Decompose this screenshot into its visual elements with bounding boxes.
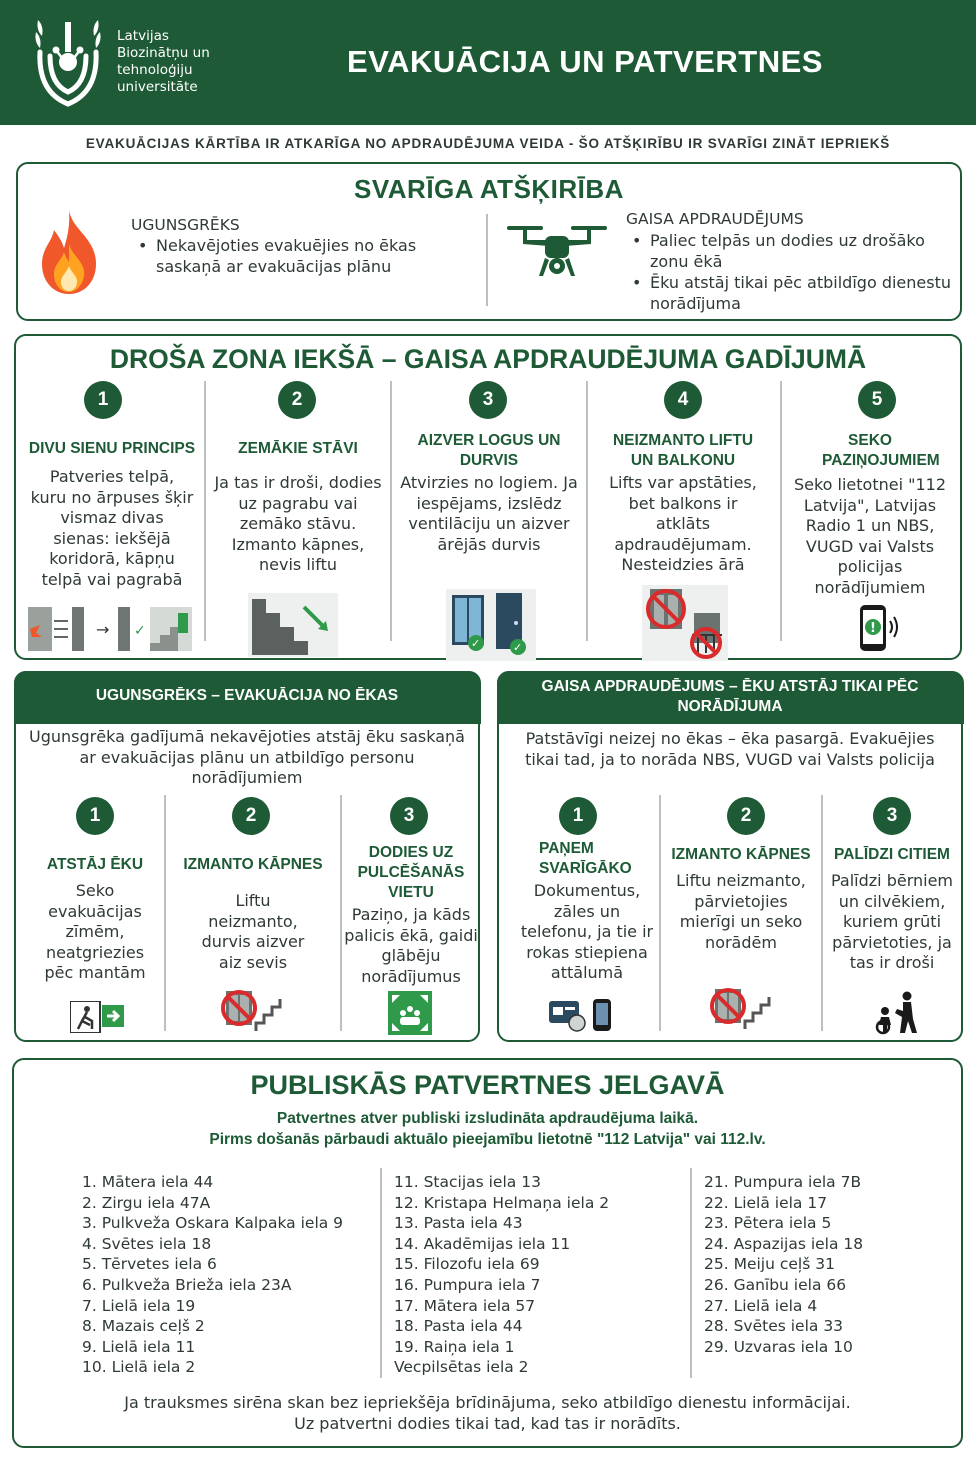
list-item: 13. Pasta iela 43 — [394, 1214, 523, 1233]
fire-section-title: UGUNSGRĒKS – EVAKUĀCIJA NO ĒKAS — [14, 671, 481, 724]
air-step-2 — [661, 795, 821, 1035]
step-number: 1 — [76, 797, 114, 835]
fire-evacuation-panel — [14, 671, 480, 1042]
list-item: 23. Pētera iela 5 — [704, 1214, 832, 1233]
air-step-3 — [825, 795, 959, 1035]
fire-step-2 — [172, 795, 334, 1035]
list-item: 25. Meiju ceļš 31 — [704, 1255, 835, 1274]
shelters-note-1: Patvertnes atver publiski izsludināta apdraudējuma laikā. — [276, 1110, 699, 1127]
list-item: 18. Pasta iela 44 — [394, 1317, 523, 1336]
step-number: 2 — [278, 381, 316, 419]
divider — [204, 381, 206, 641]
list-item: • Paliec telpās un dodies uz drošāko zonu ēkā — [624, 230, 960, 272]
header-bar — [0, 0, 976, 125]
list-item: 15. Filozofu iela 69 — [394, 1255, 540, 1274]
list-item: 16. Pumpura iela 7 — [394, 1275, 541, 1294]
shelters-footer-1: Ja trauksmes sirēna skan bez iepriekšēja brīdinājuma, seko atbildīgo dienestu informācijai. — [124, 1393, 851, 1412]
fire-bullets — [130, 235, 450, 277]
step-title: ATSTĀJ ĒKU — [46, 856, 144, 873]
step-number: 2 — [232, 797, 270, 835]
list-item: • Nekavējoties evakuējies no ēkas saskaņā ar evakuācijas plānu — [130, 235, 450, 277]
drone-icon — [505, 222, 609, 288]
assembly-point-icon — [388, 991, 432, 1035]
step-text: Seko evakuācijas zīmēm, neatgriezies pēc mantām — [44, 881, 146, 983]
public-shelters-panel — [12, 1058, 963, 1448]
list-item: 22. Lielā iela 17 — [704, 1193, 828, 1212]
svg-text:✓: ✓ — [471, 637, 481, 650]
step-number: 3 — [469, 381, 507, 419]
list-item: • Ēku atstāj tikai pēc atbildīgo dienestu norādījuma — [624, 272, 960, 314]
fire-step-1 — [22, 795, 168, 1035]
air-section-title: GAISA APDRAUDĒJUMS – ĒKU ATSTĀJ TIKAI PĒC NORĀDĪJUMA — [497, 671, 964, 724]
safe-step-3 — [394, 381, 584, 654]
air-bullets — [624, 230, 960, 314]
two-walls-icon — [28, 603, 192, 653]
page-title: EVAKUĀCIJA UN PATVERTNES — [347, 44, 823, 79]
shelters-title: PUBLISKĀS PATVERTNES JELGAVĀ — [250, 1070, 725, 1100]
step-text: Lifts var apstāties, bet balkons ir atklāts apdraudējumam. Nesteidzies ārā — [609, 473, 757, 575]
page-subtitle: EVAKUĀCIJAS KĀRTĪBA IR ATKARĪGA NO APDRAUDĒJUMA VEIDA - ŠO ATŠĶIRĪBU IR SVARĪGI ZINĀT IEPRIEKŠ — [85, 136, 891, 151]
divider — [690, 1168, 692, 1378]
no-elevator-stairs-icon — [709, 985, 775, 1031]
step-number: 3 — [873, 797, 911, 835]
list-item: 19. Raiņa iela 1 — [394, 1337, 515, 1356]
shelters-footer-2: Uz patvertni dodies tikai tad, kad tas ir norādīts. — [294, 1414, 681, 1433]
list-item: 1. Mātera iela 44 — [82, 1173, 214, 1191]
air-heading: GAISA APDRAUDĒJUMS — [626, 210, 804, 228]
stairs-down-icon — [248, 593, 338, 657]
list-item: 4. Svētes iela 18 — [82, 1234, 212, 1253]
step-number: 4 — [664, 381, 702, 419]
list-item: 3. Pulkveža Oskara Kalpaka iela 9 — [82, 1214, 344, 1233]
step-text: Liftu neizmanto, pārvietojies mierīgi un seko norādēm — [676, 871, 806, 952]
list-item: 12. Kristapa Helmaņa iela 2 — [394, 1193, 610, 1212]
svg-text:✓: ✓ — [134, 623, 146, 639]
divider — [390, 381, 392, 641]
list-item: 28. Svētes iela 33 — [704, 1317, 844, 1336]
step-title: DODIES UZ PULCĒŠANĀS VIETU — [357, 844, 465, 901]
safe-step-1 — [20, 381, 204, 651]
step-text: Patveries telpā, kuru no ārpuses šķir vismaz divas sienas: iekšējā koridorā, kāpņu telpā vai pagrabā — [30, 467, 194, 589]
university-name: Latvijas Biozinātņu un tehnoloģiju universitāte — [117, 28, 210, 95]
shelters-note-2: Pirms došanās pārbaudi aktuālo pieejamību lietotnē "112 Latvija" vai 112.lv. — [209, 1131, 766, 1148]
step-title: ZEMĀKIE STĀVI — [238, 440, 358, 457]
step-number: 3 — [390, 797, 428, 835]
step-number: 1 — [84, 381, 122, 419]
safe-step-2 — [208, 381, 388, 651]
step-title: NEIZMANTO LIFTU UN BALKONU — [612, 432, 754, 469]
list-item: 2. Zirgu iela 47A — [82, 1193, 211, 1212]
helping-person-icon — [875, 991, 921, 1035]
step-text: Ja tas ir droši, dodies uz pagrabu vai zemāko stāvu. Izmanto kāpnes, nevis liftu — [214, 473, 382, 575]
step-title: AIZVER LOGUS UN DURVIS — [417, 432, 561, 469]
list-item: 26. Ganību iela 66 — [704, 1275, 847, 1294]
fire-heading: UGUNSGRĒKS — [131, 216, 240, 234]
svg-text:→: → — [96, 620, 110, 639]
shelter-list-col-2 — [394, 1172, 694, 1378]
step-number: 2 — [727, 797, 765, 835]
divider — [486, 214, 488, 306]
step-title: PAŅEM SVARĪGĀKO — [539, 840, 632, 877]
list-item: 8. Mazais ceļš 2 — [82, 1317, 205, 1336]
list-item: 11. Stacijas iela 13 — [394, 1173, 541, 1191]
safe-step-4 — [588, 381, 778, 651]
phone-alert-icon — [854, 603, 904, 653]
closed-window-door-icon — [446, 589, 536, 661]
air-intro: Patstāvīgi neizej no ēkas – ēka pasargā. Evakuējies tikai tad, ja to norāda NBS, VUGD vai Valsts policija — [525, 729, 935, 769]
step-text: Palīdzi bērniem un cilvēkiem, kuriem grūti pārvietoties, ja tas ir droši — [830, 871, 954, 973]
divider — [340, 795, 342, 1031]
list-item: 14. Akadēmijas iela 11 — [394, 1234, 571, 1253]
list-item: Vecpilsētas iela 2 — [394, 1358, 529, 1377]
step-title: DIVU SIENU PRINCIPS — [28, 440, 196, 457]
list-item: 24. Aspazijas iela 18 — [704, 1234, 864, 1253]
safe-zone-title: DROŠA ZONA IEKŠĀ – GAISA APDRAUDĒJUMA GADĪJUMĀ — [109, 344, 867, 374]
air-threat-panel — [497, 671, 963, 1042]
divider — [164, 795, 166, 1031]
safe-zone-panel — [14, 334, 962, 660]
difference-title: SVARĪGA ATŠĶIRĪBA — [354, 174, 624, 204]
svg-text:✓: ✓ — [513, 641, 523, 654]
no-elevator-stairs-icon — [220, 987, 286, 1033]
list-item: 29. Uzvaras iela 10 — [704, 1337, 853, 1356]
documents-phone-icon — [547, 995, 617, 1035]
step-title: SEKO PAZIŅOJUMIEM — [822, 432, 940, 469]
list-item: 9. Lielā iela 11 — [82, 1337, 196, 1356]
step-title: IZMANTO KĀPNES — [183, 856, 323, 873]
step-text: Paziņo, ja kāds palicis ēkā, gaidi glābēju norādījumus — [344, 905, 478, 986]
step-text: Seko lietotnei "112 Latvija", Latvijas Radio 1 un NBS, VUGD vai Valsts policijas norādījumiem — [793, 475, 947, 597]
list-item: 27. Lielā iela 4 — [704, 1296, 818, 1315]
step-text: Liftu neizmanto, durvis aizver aiz sevis — [201, 891, 305, 972]
safe-step-5 — [782, 381, 958, 651]
exit-sign-icon — [70, 1001, 126, 1033]
fire-intro: Ugunsgrēka gadījumā nekavējoties atstāj ēku saskaņā ar evakuācijas plānu un atbildīgo personu norādījumiem — [29, 727, 465, 788]
list-item: 17. Mātera iela 57 — [394, 1296, 536, 1315]
important-difference-panel — [16, 162, 962, 321]
shelter-list-col-3 — [704, 1172, 944, 1357]
university-logo-icon — [28, 12, 108, 112]
list-item: 6. Pulkveža Brieža iela 23A — [82, 1275, 292, 1294]
step-number: 5 — [858, 381, 896, 419]
step-title: IZMANTO KĀPNES — [671, 846, 811, 863]
step-text: Dokumentus, zāles un telefonu, ja tie ir rokas stiepiena attālumā — [520, 881, 654, 983]
air-step-1 — [515, 795, 659, 1035]
no-elevator-balcony-icon — [642, 585, 728, 661]
shelter-list-col-1 — [82, 1172, 382, 1378]
divider — [380, 1168, 382, 1378]
svg-text:!: ! — [870, 621, 876, 636]
list-item: 21. Pumpura iela 7B — [704, 1173, 862, 1191]
list-item: 5. Tērvetes iela 6 — [82, 1255, 217, 1274]
fire-icon — [34, 208, 104, 296]
divider — [821, 795, 823, 1031]
step-title: PALĪDZI CITIEM — [834, 846, 950, 863]
list-item: 7. Lielā iela 19 — [82, 1296, 196, 1315]
step-number: 1 — [559, 797, 597, 835]
fire-step-3 — [344, 795, 478, 1035]
step-text: Atvirzies no logiem. Ja iespējams, izslēdz ventilāciju un aizver ārējās durvis — [400, 473, 578, 554]
list-item: 10. Lielā iela 2 — [82, 1358, 196, 1377]
